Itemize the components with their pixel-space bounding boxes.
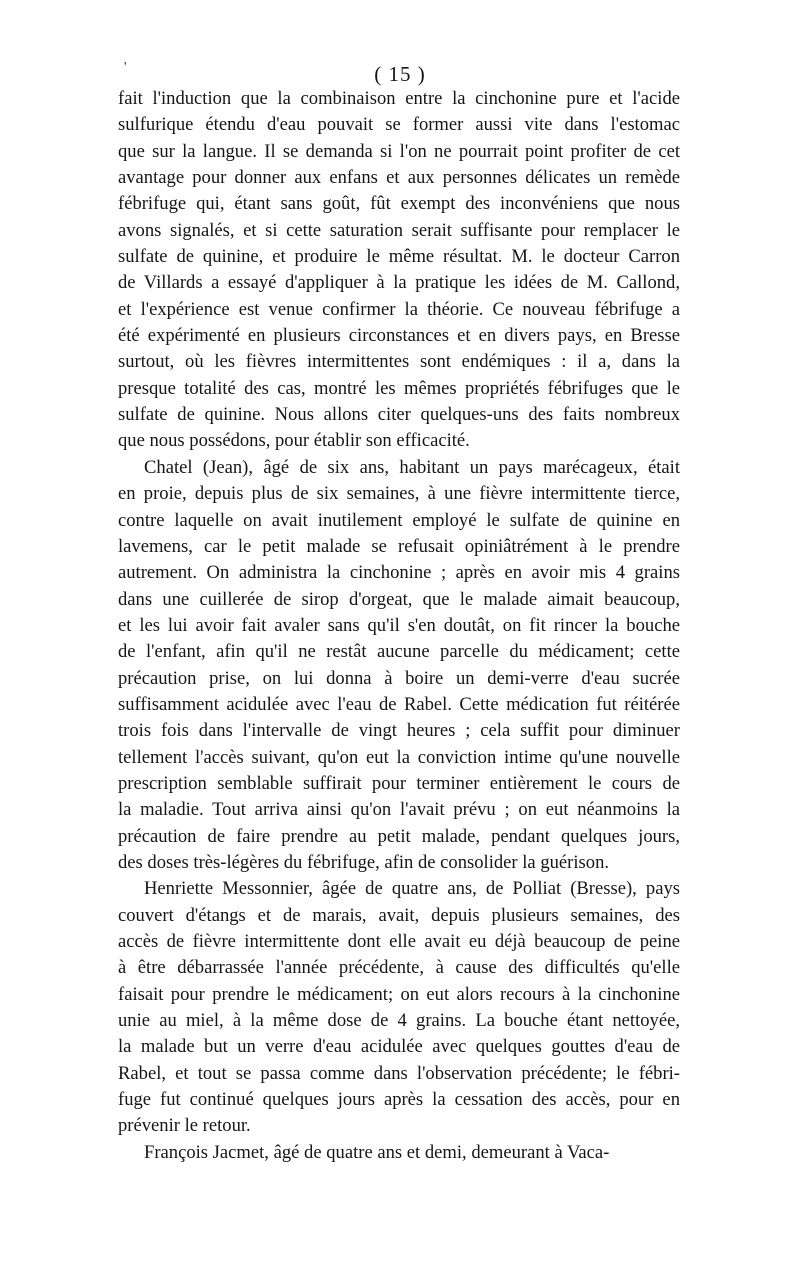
text-line: dans une cuillerée de sirop d'orgeat, que le malade aimait beaucoup,: [118, 588, 680, 610]
text-line: lavemens, car le petit malade se refusait opiniâtrément à le prendre: [118, 535, 680, 557]
paragraph: [118, 876, 680, 1139]
text-line: de Villards a essayé d'appliquer à la pratique les idées de M. Callond,: [118, 272, 680, 294]
text-line: à être débarrassée l'année précédente, à cause des difficultés qu'elle: [118, 957, 680, 979]
stray-mark: ': [124, 60, 127, 75]
text-line: surtout, où les fièvres intermittentes sont endémiques : il a, dans la: [118, 351, 680, 373]
text-line: prescription semblable suffirait pour terminer entièrement le cours de: [118, 772, 680, 794]
text-line: presque totalité des cas, montré les mêmes propriétés fébrifuges que le: [118, 377, 680, 399]
text-line: suffisamment acidulée avec l'eau de Rabel. Cette médication fut réitérée: [118, 693, 680, 715]
text-line: précaution prise, on lui donna à boire un demi-verre d'eau sucrée: [118, 667, 680, 689]
text-line: faisait pour prendre le médicament; on eut alors recours à la cinchonine: [118, 983, 680, 1005]
text-line: fébrifuge qui, étant sans goût, fût exempt des inconvéniens que nous: [118, 193, 680, 215]
text-line: contre laquelle on avait inutilement employé le sulfate de quinine en: [118, 509, 680, 531]
text-line: avons signalés, et si cette saturation serait suffisante pour remplacer le: [118, 219, 680, 241]
text-line: et les lui avoir fait avaler sans qu'il s'en doutât, on fit rincer la bouche: [118, 614, 680, 636]
text-line: la malade but un verre d'eau acidulée avec quelques gouttes d'eau de: [118, 1036, 680, 1058]
text-line: que nous possédons, pour établir son efficacité.: [118, 430, 470, 452]
paragraph: [118, 455, 680, 877]
paragraph: [118, 86, 680, 455]
text-line: des doses très-légères du fébrifuge, afin de consolider la guérison.: [118, 851, 610, 873]
text-line: la maladie. Tout arriva ainsi qu'on l'avait prévu ; on eut néanmoins la: [118, 799, 680, 821]
text-line: que sur la langue. Il se demanda si l'on ne pourrait point profiter de cet: [118, 140, 680, 162]
text-line: Rabel, et tout se passa comme dans l'observation précédente; le fébri-: [118, 1062, 680, 1084]
text-line: accès de fièvre intermittente dont elle avait eu déjà beaucoup de peine: [118, 931, 680, 952]
text-line: précaution de faire prendre au petit malade, pendant quelques jours,: [118, 825, 680, 847]
text-line: trois fois dans l'intervalle de vingt heures ; cela suffit pour diminuer: [118, 720, 680, 742]
text-line: unie au miel, à la même dose de 4 grains. La bouche étant nettoyée,: [118, 1010, 680, 1032]
text-line: Chatel (Jean), âgé de six ans, habitant un pays marécageux, était: [144, 456, 680, 478]
text-line: François Jacmet, âgé de quatre ans et demi, demeurant à Vaca-: [144, 1141, 610, 1163]
body-text: [118, 86, 680, 1166]
text-line: tellement l'accès suivant, qu'on eut la conviction intime qu'une nouvelle: [118, 746, 680, 768]
text-line: prévenir le retour.: [118, 1115, 251, 1137]
text-line: sulfate de quinine, et produire le même résultat. M. le docteur Carron: [118, 246, 680, 268]
page-number: ( 15 ): [374, 62, 426, 86]
text-line: été expérimenté en plusieurs circonstances et en divers pays, en Bresse: [118, 325, 680, 347]
text-line: sulfate de quinine. Nous allons citer quelques-uns des faits nombreux: [118, 404, 680, 426]
text-line: fait l'induction que la combinaison entre la cinchonine pure et l'acide: [118, 88, 680, 109]
text-line: sulfurique étendu d'eau pouvait se former aussi vite dans l'estomac: [118, 114, 680, 136]
text-line: et l'expérience est venue confirmer la théorie. Ce nouveau fébrifuge a: [118, 298, 680, 320]
text-line: fuge fut continué quelques jours après la cessation des accès, pour en: [118, 1089, 680, 1111]
text-line: en proie, depuis plus de six semaines, à une fièvre intermittente tierce,: [118, 483, 680, 505]
paragraph: [118, 1140, 680, 1166]
text-line: couvert d'étangs et de marais, avait, depuis plusieurs semaines, des: [118, 904, 680, 926]
text-line: de l'enfant, afin qu'il ne restât aucune parcelle du médicament; cette: [118, 641, 680, 663]
text-line: avantage pour donner aux enfans et aux personnes délicates un remède: [118, 167, 680, 189]
text-line: autrement. On administra la cinchonine ; après en avoir mis 4 grains: [118, 562, 680, 584]
text-line: Henriette Messonnier, âgée de quatre ans, de Polliat (Bresse), pays: [144, 878, 680, 900]
